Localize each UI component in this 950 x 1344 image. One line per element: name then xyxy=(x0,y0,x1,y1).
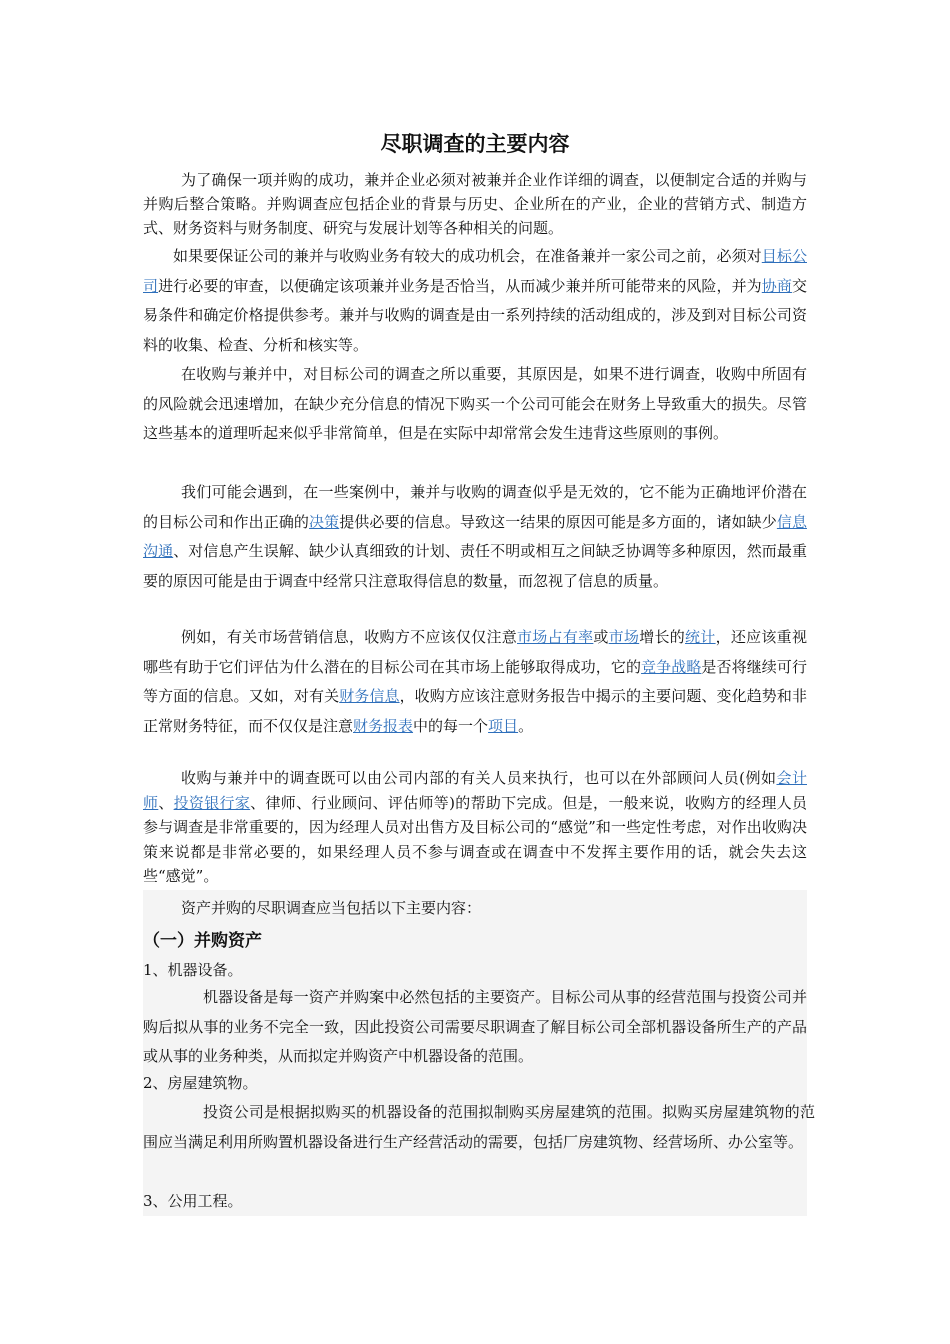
text-run: 、 xyxy=(158,793,174,812)
text-run: 、对信息产生误解、缺少认真细致的计划、责任不明或相互之间缺乏协调等多种原因，然而最重要的原因可能是由于调查中经常只注意取得信息的数量，而忽视了信息的质量。 xyxy=(143,542,807,590)
paragraph-importance: 在收购与兼并中，对目标公司的调查之所以重要，其原因是，如果不进行调查，收购中所固有的风险就会迅速增加，在缺少充分信息的情况下购买一个公司可能会在财务上导致重大的损失。尽管这些基本的道理听起来似乎非常简单，但是在实际中却常常会发生违背这些原则的事例。 xyxy=(143,365,807,442)
link-market[interactable]: 市场 xyxy=(608,628,640,646)
link-target-company[interactable]: 目标公司 xyxy=(143,247,807,295)
link-financial-info[interactable]: 财务信息 xyxy=(339,687,400,705)
link-decision[interactable]: 决策 xyxy=(309,512,340,531)
link-financial-statements[interactable]: 财务报表 xyxy=(353,716,414,735)
paragraph-buildings: 投资公司是根据拟购买的机器设备的范围拟制购买房屋建筑的范围。拟购买房屋建筑物的范围应当满足利用所购置机器设备进行生产经营活动的需要，包括厂房建筑物、经营场所、办公室等。 xyxy=(143,1103,815,1151)
list-item-machinery: 1、机器设备。 xyxy=(143,961,243,979)
text-run: 交易条件和确定价格提供参考。兼并与收购的调查是由一系列持续的活动组成的，涉及到对目标公司资料的收集、检查、分析和核实等。 xyxy=(143,276,807,354)
text-run: 增长的 xyxy=(639,628,686,646)
text-run: 。 xyxy=(518,716,534,735)
text-run: 我们可能会遇到，在一些案例中，兼并与收购的调查似乎是无效的，它不能为正确地评价潜在的目标公司和作出正确的 xyxy=(143,483,807,531)
link-competitive-strategy[interactable]: 竞争战略 xyxy=(641,657,702,676)
link-items[interactable]: 项目 xyxy=(488,716,519,735)
text-run: 、律师、行业顾问、评估师等)的帮助下完成。但是，一般来说，收购方的经理人员参与调查是非常重要的，因为经理人员对出售方及目标公司的“感觉”和一些定性考虑，对作出收购决策来说都是非常必要的，如果经理人员不参与调查或在调查中不发挥主要作用的话，就会失去这些“感觉”。 xyxy=(143,793,807,885)
text-run: 收购与兼并中的调查既可以由公司内部的有关人员来执行，也可以在外部顾问人员(例如 xyxy=(181,769,777,787)
paragraph-review xyxy=(143,242,807,360)
text-run: ，还应该重视哪些有助于它们评估为什么潜在的目标公司在其市场上能够取得成功，它的 xyxy=(143,628,807,676)
paragraph-contents-intro: 资产并购的尽职调查应当包括以下主要内容： xyxy=(181,899,482,917)
text-run: 如果要保证公司的兼并与收购业务有较大的成功机会，在准备兼并一家公司之前，必须对 xyxy=(173,247,762,265)
text-run: 进行必要的审查，以便确定该项兼并业务是否恰当，从而减少兼并所可能带来的风险，并为 xyxy=(158,276,762,295)
link-negotiate[interactable]: 协商 xyxy=(761,276,792,295)
text-run: 是否将继续可行等方面的信息。又如，对有关 xyxy=(143,657,807,705)
text-run: ，收购方应该注意财务报告中揭示的主要问题、变化趋势和非正常财务特征，而不仅仅是注意 xyxy=(143,687,807,735)
page-title: 尽职调查的主要内容 xyxy=(380,132,570,156)
list-item-utilities: 3、公用工程。 xyxy=(143,1192,243,1210)
paragraph-personnel xyxy=(143,766,807,889)
text-run: 提供必要的信息。导致这一结果的原因可能是多方面的，诸如缺少 xyxy=(339,512,777,531)
paragraph-intro: 为了确保一项并购的成功，兼并企业必须对被兼并企业作详细的调查，以便制定合适的并购与并购后整合策略。并购调查应包括企业的背景与历史、企业所在的产业，企业的营销方式、制造方式、财务资料与财务制度、研究与发展计划等各种相关的问题。 xyxy=(143,171,807,237)
paragraph-example xyxy=(143,623,807,741)
paragraph-ineffective xyxy=(143,478,807,596)
paragraph-machinery: 机器设备是每一资产并购案中必然包括的主要资产。目标公司从事的经营范围与投资公司并购后拟从事的业务不完全一致，因此投资公司需要尽职调查了解目标公司全部机器设备所生产的产品或从事的业务种类，从而拟定并购资产中机器设备的范围。 xyxy=(143,988,807,1065)
text-run: 中的每一个 xyxy=(413,716,489,735)
text-run: 或 xyxy=(593,628,609,646)
section-heading-assets: （一）并购资产 xyxy=(143,931,262,951)
list-item-buildings: 2、房屋建筑物。 xyxy=(143,1074,258,1092)
text-run: 例如，有关市场营销信息，收购方不应该仅仅注意 xyxy=(181,628,517,646)
link-info-communication[interactable]: 信息沟通 xyxy=(143,512,807,560)
link-statistics[interactable]: 统计 xyxy=(685,628,716,646)
link-investment-banker[interactable]: 投资银行家 xyxy=(173,793,251,812)
link-market-share[interactable]: 市场占有率 xyxy=(517,628,594,646)
link-accountant[interactable]: 会计师 xyxy=(143,769,807,812)
